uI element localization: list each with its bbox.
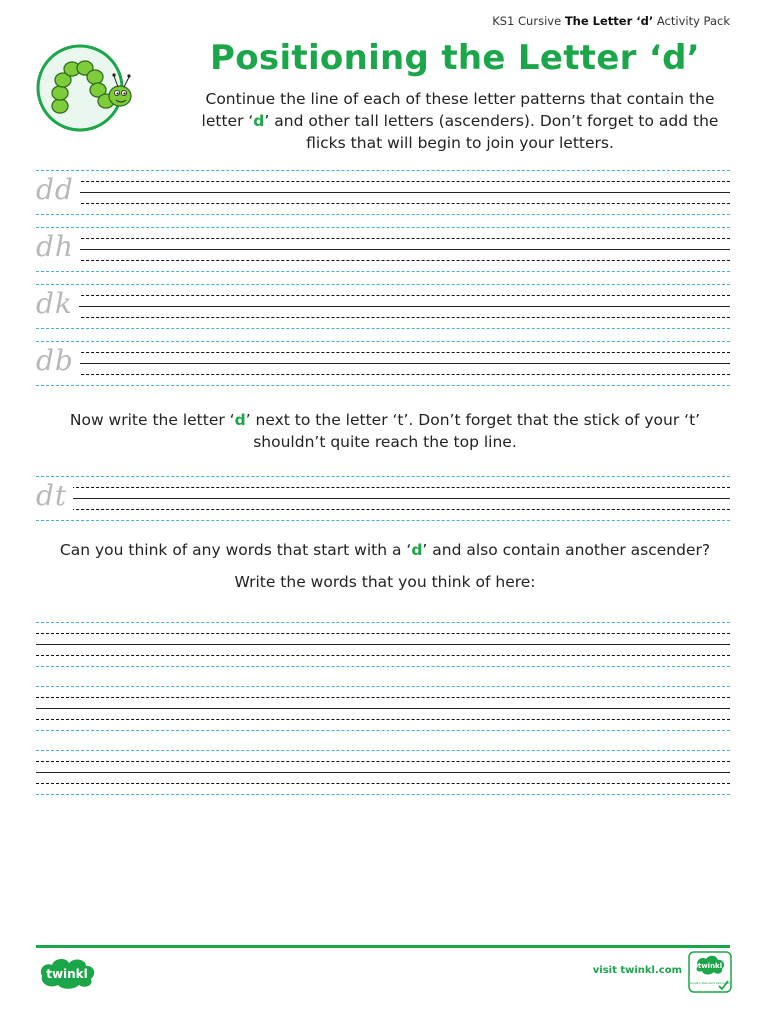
intro-highlight: d bbox=[253, 112, 265, 130]
answer-row[interactable] bbox=[36, 750, 730, 802]
header-prefix: KS1 Cursive bbox=[492, 14, 562, 28]
pattern-guide-letters: dk bbox=[36, 286, 79, 322]
intro-part2: ’ and other tall letters (ascenders). Don’t forget to add the flicks that will begin to join your letters. bbox=[264, 112, 719, 152]
header-suffix: Activity Pack bbox=[656, 14, 730, 28]
header-bold: The Letter ‘d’ bbox=[564, 14, 654, 28]
pattern-row-db[interactable] bbox=[36, 341, 730, 393]
quality-badge-icon bbox=[688, 951, 732, 993]
page-title: Positioning the Letter ‘d’ bbox=[210, 38, 700, 78]
second-instruction bbox=[40, 409, 730, 453]
answer-row[interactable] bbox=[36, 686, 730, 738]
pattern-guide-letters: db bbox=[36, 343, 80, 379]
twinkl-logo-icon[interactable] bbox=[36, 956, 98, 990]
question-highlight: d bbox=[411, 541, 423, 559]
question-part1: Can you think of any words that start with a ‘ bbox=[59, 541, 412, 559]
header-tag bbox=[492, 14, 730, 28]
second-part1: Now write the letter ‘ bbox=[69, 411, 235, 429]
badge-bottom-text: Quality Standard Approved bbox=[689, 981, 731, 985]
visit-link[interactable]: visit twinkl.com bbox=[592, 965, 682, 976]
question-part2: ’ and also contain another ascender? bbox=[422, 541, 711, 559]
pair-row-dt[interactable] bbox=[36, 476, 730, 528]
pattern-guide-letters: dh bbox=[36, 229, 80, 265]
intro-part1: Continue the line of each of these letter patterns that contain the letter ‘ bbox=[201, 90, 715, 130]
intro-instruction bbox=[190, 88, 730, 154]
footer-divider bbox=[36, 945, 730, 948]
answer-row[interactable] bbox=[36, 622, 730, 674]
second-highlight: d bbox=[234, 411, 246, 429]
question-text bbox=[40, 539, 730, 561]
twinkl-logo-text: twinkl bbox=[46, 967, 88, 981]
pattern-guide-letters: dd bbox=[36, 172, 80, 208]
badge-top-text: twinkl bbox=[697, 962, 723, 970]
pattern-row-dk[interactable] bbox=[36, 284, 730, 336]
pattern-row-dh[interactable] bbox=[36, 227, 730, 279]
write-prompt: Write the words that you think of here: bbox=[234, 573, 536, 591]
pattern-row-dd[interactable] bbox=[36, 170, 730, 222]
caterpillar-mascot-icon bbox=[36, 44, 140, 132]
pair-guide-letters: dt bbox=[36, 478, 73, 514]
second-part2: ’ next to the letter ‘t’. Don’t forget that the stick of your ‘t’ shouldn’t quite reach the top line. bbox=[245, 411, 701, 451]
